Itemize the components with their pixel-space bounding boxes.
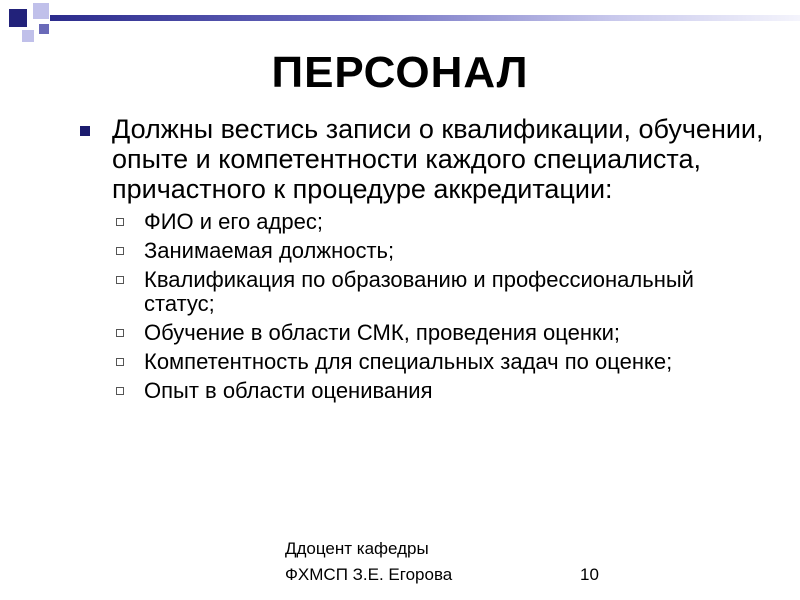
header-gradient-bar	[50, 15, 800, 21]
sub-list-item	[112, 350, 770, 374]
decor-square-light	[22, 30, 34, 42]
sub-list-item	[112, 210, 770, 234]
sub-list-item	[112, 268, 770, 316]
sub-bullet-list	[112, 210, 770, 403]
main-bullet-text: Должны вестись записи о квалификации, обучении, опыте и компетентности каждого специалиста, причастного к процедуре аккредитации:	[112, 114, 764, 204]
decorative-header	[0, 0, 800, 50]
sub-item-text: ФИО и его адрес;	[144, 209, 323, 234]
sub-item-text: Компетентность для специальных задач по оценке;	[144, 349, 673, 374]
sub-item-text: Занимаемая должность;	[144, 238, 395, 263]
sub-item-text: Квалификация по образованию и профессиональный статус;	[144, 267, 694, 316]
hollow-square-bullet-icon	[116, 276, 124, 284]
square-bullet-icon	[80, 126, 90, 136]
main-bullet-list	[80, 114, 770, 408]
decor-square-dark	[9, 9, 27, 27]
hollow-square-bullet-icon	[116, 329, 124, 337]
sub-list-item	[112, 379, 770, 403]
sub-item-text: Обучение в области СМК, проведения оценки;	[144, 320, 621, 345]
hollow-square-bullet-icon	[116, 247, 124, 255]
footer-author-line1: Ддоцент кафедры	[285, 539, 429, 558]
hollow-square-bullet-icon	[116, 218, 124, 226]
sub-list-item	[112, 321, 770, 345]
decor-square-light	[33, 3, 49, 19]
decor-square-medium	[39, 24, 49, 34]
footer-author-line2: ФХМСП З.Е. Егорова	[285, 565, 453, 584]
slide-title: ПЕРСОНАЛ	[271, 48, 529, 97]
footer-author	[285, 536, 452, 588]
sub-item-text: Опыт в области оценивания	[144, 378, 433, 403]
page-number: 10	[580, 565, 599, 584]
hollow-square-bullet-icon	[116, 387, 124, 395]
sub-list-item	[112, 239, 770, 263]
hollow-square-bullet-icon	[116, 358, 124, 366]
